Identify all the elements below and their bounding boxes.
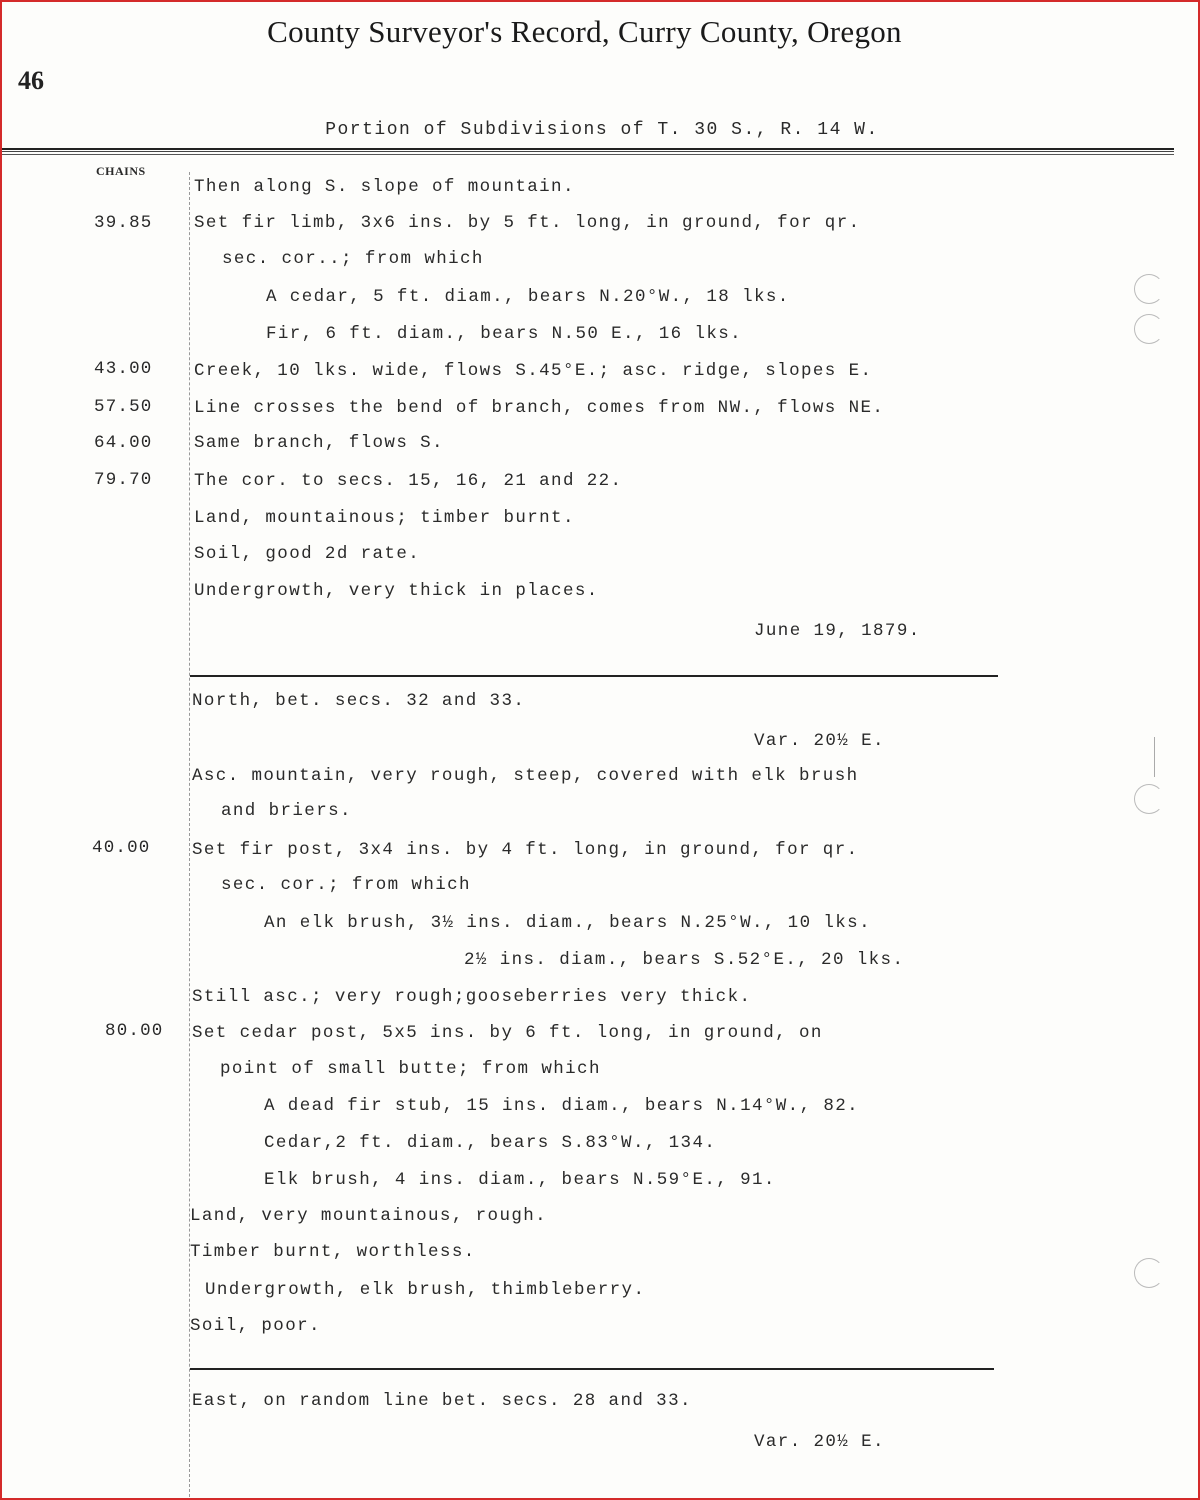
- entry-line: Creek, 10 lks. wide, flows S.45°E.; asc. ridge, slopes E.: [194, 361, 873, 381]
- entry-line: Cedar,2 ft. diam., bears S.83°W., 134.: [264, 1133, 717, 1153]
- entry-line: A cedar, 5 ft. diam., bears N.20°W., 18 lks.: [266, 287, 790, 307]
- entry-line: point of small butte; from which: [220, 1059, 601, 1079]
- chain-value: 39.85: [94, 213, 153, 233]
- entry-line: A dead fir stub, 15 ins. diam., bears N.14°W., 82.: [264, 1096, 860, 1116]
- chain-value: 80.00: [105, 1021, 164, 1041]
- section-separator: [190, 675, 998, 677]
- section-separator: [190, 1368, 994, 1370]
- entry-line: The cor. to secs. 15, 16, 21 and 22.: [194, 471, 623, 491]
- entry-line: sec. cor..; from which: [222, 249, 484, 269]
- entry-line: Fir, 6 ft. diam., bears N.50 E., 16 lks.: [266, 324, 743, 344]
- entry-line: Elk brush, 4 ins. diam., bears N.59°E., 91.: [264, 1170, 776, 1190]
- entry-line: Set fir limb, 3x6 ins. by 5 ft. long, in ground, for qr.: [194, 213, 861, 233]
- entry-line: Then along S. slope of mountain.: [194, 177, 575, 197]
- margin-line: [189, 172, 190, 1500]
- entry-line: Same branch, flows S.: [194, 433, 444, 453]
- chain-value: 79.70: [94, 470, 153, 490]
- header-rule-inner: [2, 154, 1174, 155]
- record-subtitle: Portion of Subdivisions of T. 30 S., R. 14 W.: [325, 120, 879, 140]
- entry-line: Still asc.; very rough;gooseberries very thick.: [192, 987, 752, 1007]
- entry-line: Soil, good 2d rate.: [194, 544, 421, 564]
- entry-line: Undergrowth, elk brush, thimbleberry.: [205, 1280, 646, 1300]
- header-rule: [2, 148, 1174, 152]
- section-heading: North, bet. secs. 32 and 33.: [192, 691, 526, 711]
- margin-mark: [1154, 737, 1155, 777]
- entry-line: Timber burnt, worthless.: [190, 1242, 476, 1262]
- chain-value: 57.50: [94, 397, 153, 417]
- entry-line: Land, very mountainous, rough.: [190, 1206, 548, 1226]
- entry-line: and briers.: [221, 801, 352, 821]
- page-number: 46: [18, 66, 44, 95]
- entry-line: An elk brush, 3½ ins. diam., bears N.25°W., 10 lks.: [264, 913, 871, 933]
- entry-line: Set fir post, 3x4 ins. by 4 ft. long, in ground, for qr.: [192, 840, 859, 860]
- entry-line: Set cedar post, 5x5 ins. by 6 ft. long, in ground, on: [192, 1023, 823, 1043]
- variation-label: Var. 20½ E.: [754, 731, 885, 751]
- entry-line: Line crosses the bend of branch, comes from NW., flows NE.: [194, 398, 885, 418]
- chain-value: 40.00: [92, 838, 151, 858]
- chains-column-label: CHAINS: [96, 164, 146, 178]
- chain-value: 43.00: [94, 359, 153, 379]
- entry-line: Undergrowth, very thick in places.: [194, 581, 599, 601]
- chain-value: 64.00: [94, 433, 153, 453]
- punch-hole-mark: [1134, 274, 1164, 304]
- variation-label: Var. 20½ E.: [754, 1432, 885, 1452]
- section-heading: East, on random line bet. secs. 28 and 33.: [192, 1391, 692, 1411]
- entry-date: June 19, 1879.: [754, 621, 921, 641]
- entry-line: 2½ ins. diam., bears S.52°E., 20 lks.: [464, 950, 905, 970]
- entry-line: Soil, poor.: [190, 1316, 321, 1336]
- punch-hole-mark: [1134, 784, 1164, 814]
- punch-hole-mark: [1134, 1258, 1164, 1288]
- entry-line: Land, mountainous; timber burnt.: [194, 508, 575, 528]
- entry-line: Asc. mountain, very rough, steep, covered with elk brush: [192, 766, 859, 786]
- punch-hole-mark: [1134, 314, 1164, 344]
- entry-line: sec. cor.; from which: [221, 875, 471, 895]
- record-title: County Surveyor's Record, Curry County, Oregon: [267, 14, 902, 49]
